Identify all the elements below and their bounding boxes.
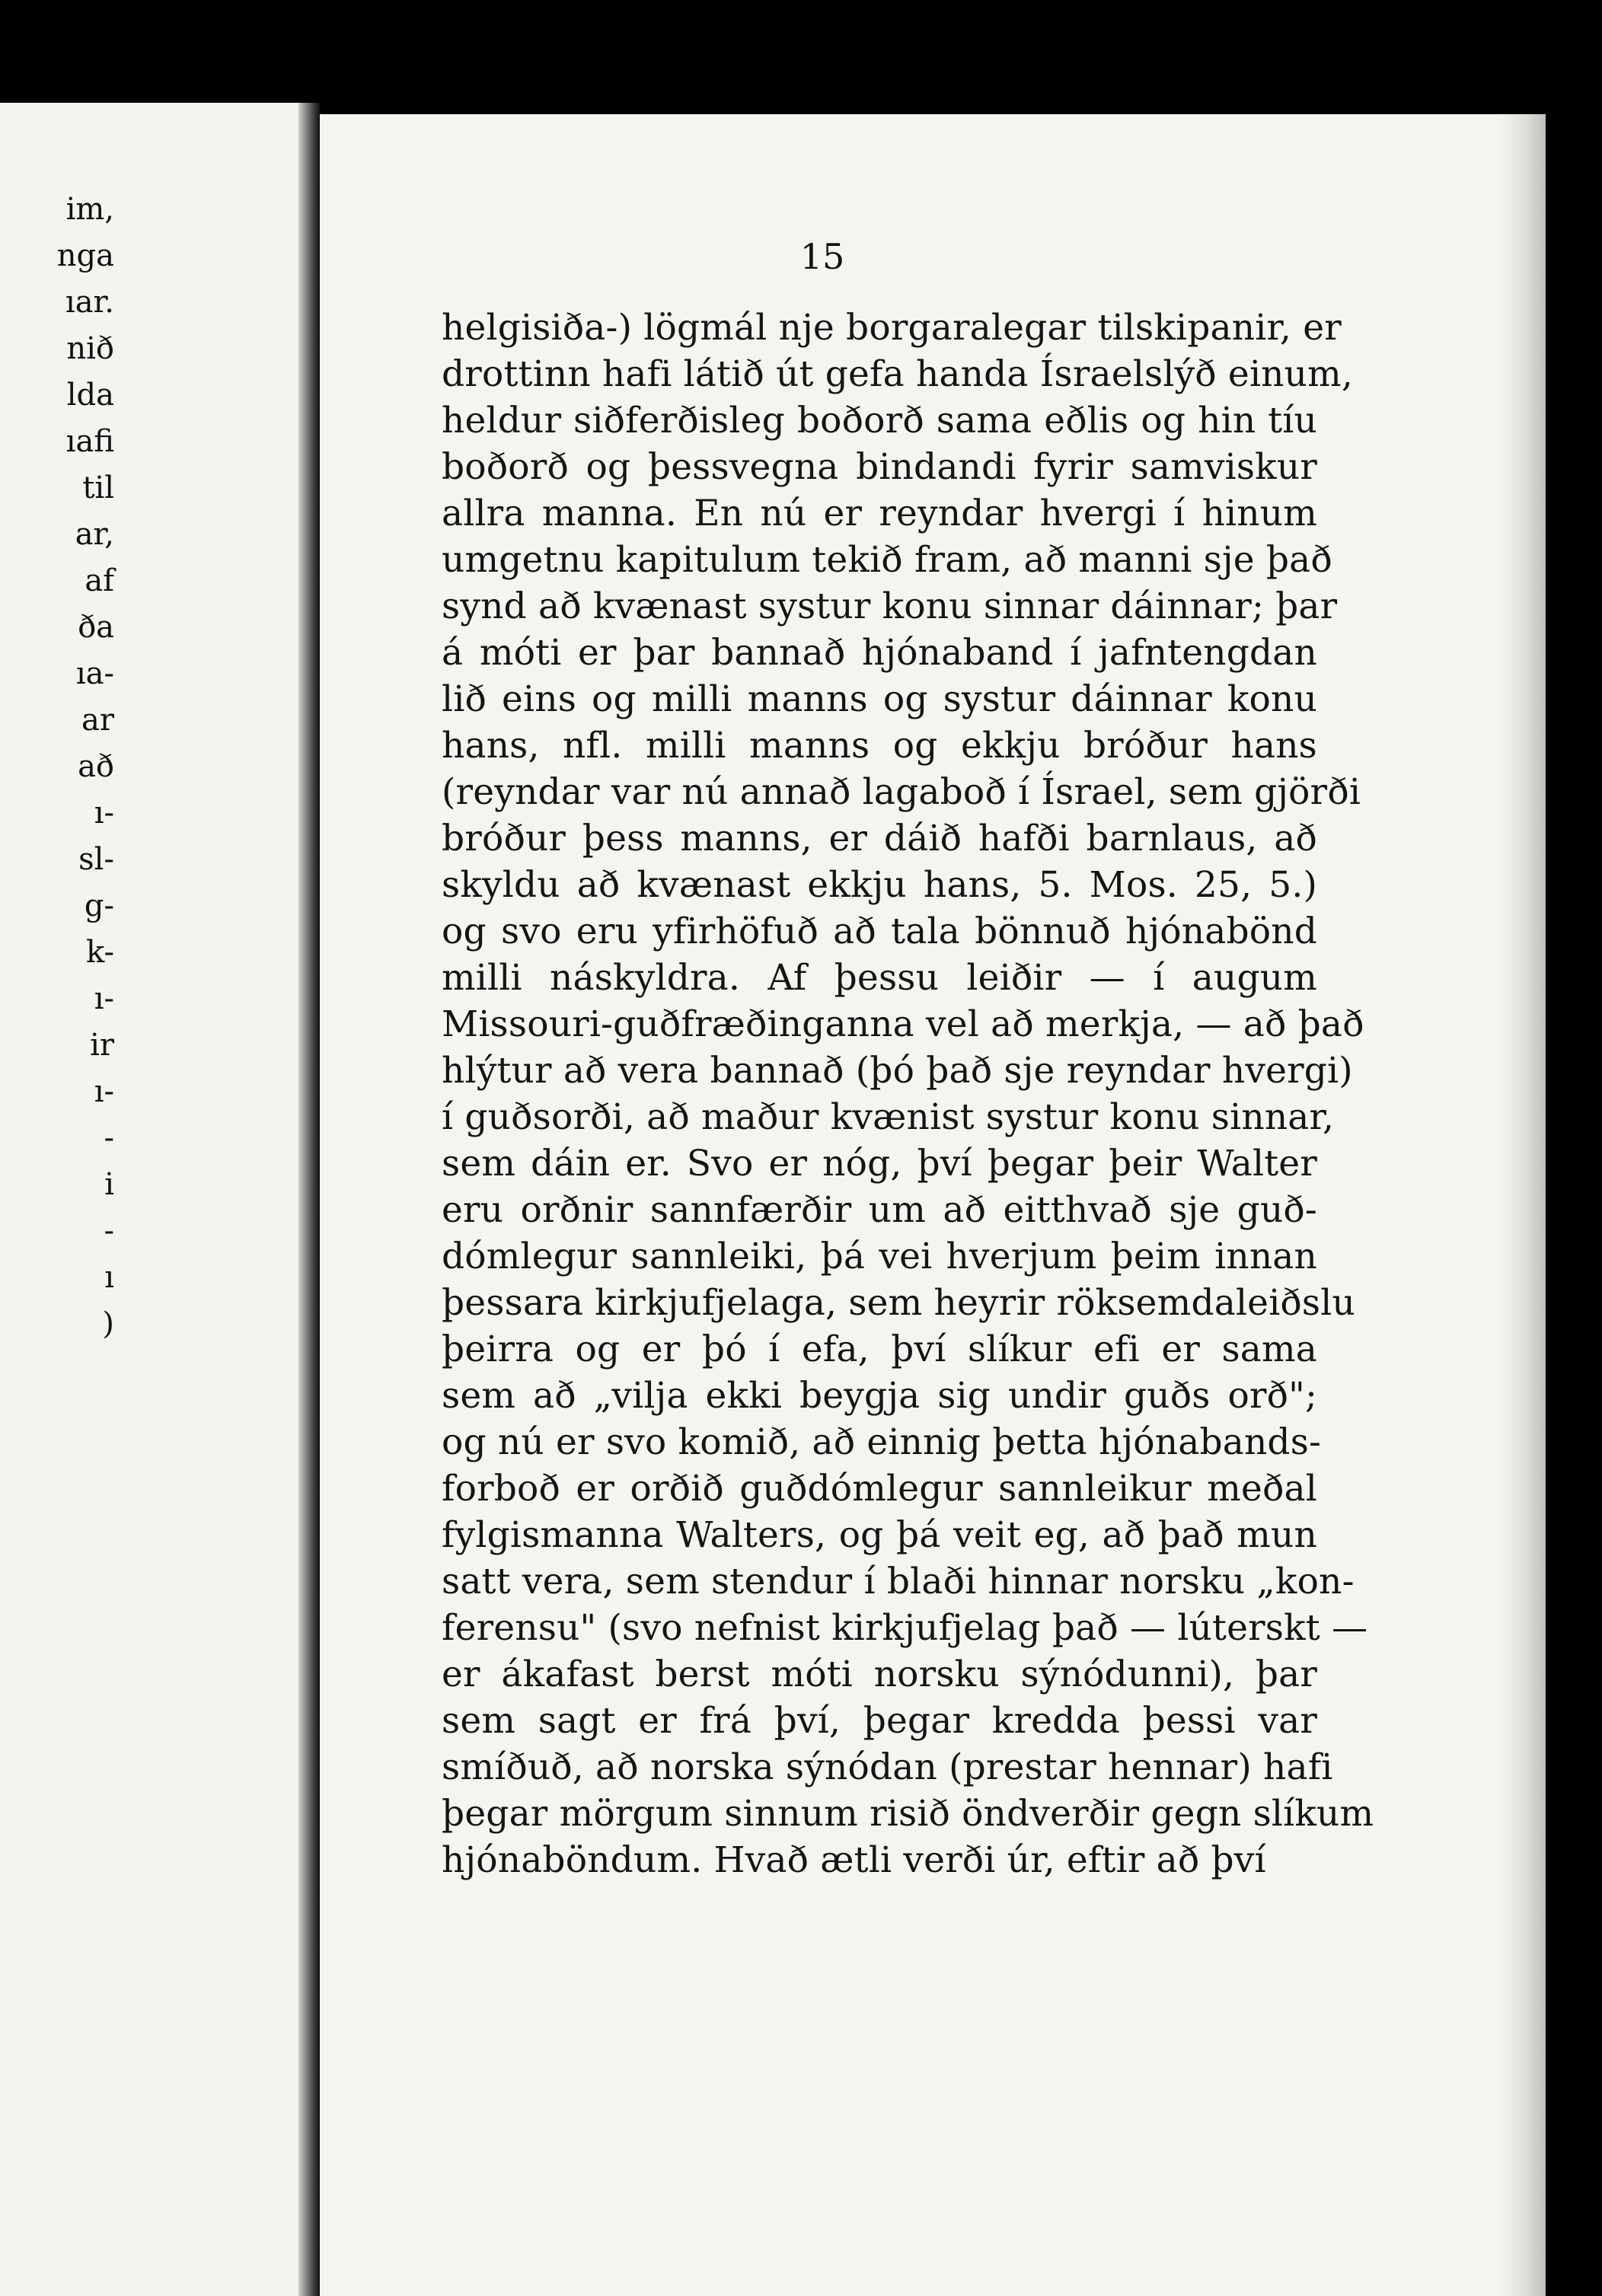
- left-page-fragment: nið: [66, 331, 114, 366]
- left-page-fragment: ða: [78, 610, 114, 645]
- text-line: sem sagt er frá því, þegar kredda þessi var: [442, 1700, 1317, 1742]
- page-edge: [1500, 114, 1546, 2296]
- text-line: þessara kirkjufjelaga, sem heyrir röksemdaleiðslu: [442, 1282, 1355, 1324]
- body-text: [442, 305, 1374, 1883]
- left-page-fragment: af: [85, 563, 114, 598]
- left-page-fragment: g-: [84, 888, 114, 923]
- text-line: allra manna. En nú er reyndar hvergi í hinum: [442, 493, 1317, 534]
- left-page-fragment: ar: [81, 703, 114, 738]
- text-line: boðorð og þessvegna bindandi fyrir samviskur: [442, 446, 1317, 488]
- left-page-fragment: ıa-: [75, 656, 114, 691]
- text-line: bróður þess manns, er dáið hafði barnlaus, að: [442, 818, 1317, 859]
- left-page-fragment: nga: [56, 238, 114, 273]
- left-page-fragment: lda: [66, 378, 114, 413]
- text-line: ferensu" (svo nefnist kirkjufjelag það — lúterskt —: [442, 1607, 1368, 1649]
- text-line: hjónaböndum. Hvað ætli verði úr, eftir að því: [442, 1839, 1266, 1881]
- text-line: forboð er orðið guðdómlegur sannleikur meðal: [442, 1468, 1317, 1510]
- left-page-fragment: ar,: [75, 517, 114, 552]
- text-line: dómlegur sannleiki, þá vei hverjum þeim innan: [442, 1236, 1317, 1277]
- text-line: í guðsorði, að maður kvænist systur konu sinnar,: [442, 1096, 1335, 1138]
- left-page-fragment: ı: [104, 1260, 114, 1295]
- left-page-fragment: til: [82, 470, 114, 505]
- text-line: smíðuð, að norska sýnódan (prestar hennar) hafi: [442, 1746, 1333, 1788]
- text-line: er ákafast berst móti norsku sýnódunni), þar: [442, 1653, 1317, 1695]
- left-page-fragment: im,: [65, 192, 114, 227]
- text-line: á móti er þar bannað hjónaband í jafntengdan: [442, 632, 1317, 674]
- text-line: milli náskyldra. Af þessu leiðir — í augum: [442, 957, 1317, 999]
- left-page-text-fragments: [0, 187, 114, 1347]
- text-line: eru orðnir sannfærðir um að eitthvað sje guð-: [442, 1189, 1317, 1231]
- text-line: þeirra og er þó í efa, því slíkur efi er sama: [442, 1328, 1317, 1370]
- text-line: hlýtur að vera bannað (þó það sje reyndar hvergi): [442, 1050, 1353, 1092]
- left-page-fragment: sl-: [78, 842, 114, 877]
- left-page-fragment: ıafi: [65, 424, 114, 459]
- text-line: og svo eru yfirhöfuð að tala bönnuð hjónabönd: [442, 910, 1317, 952]
- text-line: sem dáin er. Svo er nóg, því þegar þeir Walter: [442, 1143, 1317, 1185]
- left-page-fragment: -: [104, 1121, 114, 1156]
- left-page-fragment: ı-: [94, 796, 114, 831]
- left-page-fragment: -: [104, 1213, 114, 1248]
- left-page-fragment: i: [104, 1167, 114, 1202]
- text-line: umgetnu kapitulum tekið fram, að manni sje það: [442, 539, 1332, 581]
- left-page-fragment: ir: [90, 1028, 114, 1063]
- text-line: heldur siðferðisleg boðorð sama eðlis og hin tíu: [442, 400, 1317, 442]
- text-line: og nú er svo komið, að einnig þetta hjónabands-: [442, 1421, 1322, 1463]
- left-page-fragment: ı-: [94, 1074, 114, 1109]
- left-page-fragment: ıar.: [65, 285, 114, 320]
- text-line: drottinn hafi látið út gefa handa Ísraelslýð einum,: [442, 353, 1354, 395]
- text-line: sem að „vilja ekki beygja sig undir guðs orð";: [442, 1375, 1317, 1417]
- left-page-fragment: k-: [85, 935, 114, 970]
- text-line: Missouri-guðfræðinganna vel að merkja, — að það: [442, 1003, 1364, 1045]
- text-line: helgisiða-) lögmál nje borgaralegar tilskipanir, er: [442, 307, 1342, 349]
- text-line: hans, nfl. milli manns og ekkju bróður hans: [442, 725, 1317, 767]
- text-line: fylgismanna Walters, og þá veit eg, að það mun: [442, 1514, 1317, 1556]
- book-gutter: [298, 103, 320, 2296]
- text-line: lið eins og milli manns og systur dáinnar konu: [442, 678, 1317, 720]
- right-page: [320, 114, 1546, 2296]
- left-page-fragment: ): [102, 1306, 114, 1341]
- text-line: skyldu að kvænast ekkju hans, 5. Mos. 25, 5.): [442, 864, 1317, 906]
- page-number: 15: [799, 236, 845, 277]
- text-line: (reyndar var nú annað lagaboð í Ísrael, sem gjörði: [442, 771, 1361, 813]
- text-line: þegar mörgum sinnum risið öndverðir gegn slíkum: [442, 1793, 1374, 1835]
- left-page-fragment: að: [78, 749, 114, 784]
- text-line: synd að kvænast systur konu sinnar dáinnar; þar: [442, 585, 1338, 627]
- text-line: satt vera, sem stendur í blaði hinnar norsku „kon-: [442, 1561, 1355, 1602]
- left-page-fragment: ı-: [94, 981, 114, 1016]
